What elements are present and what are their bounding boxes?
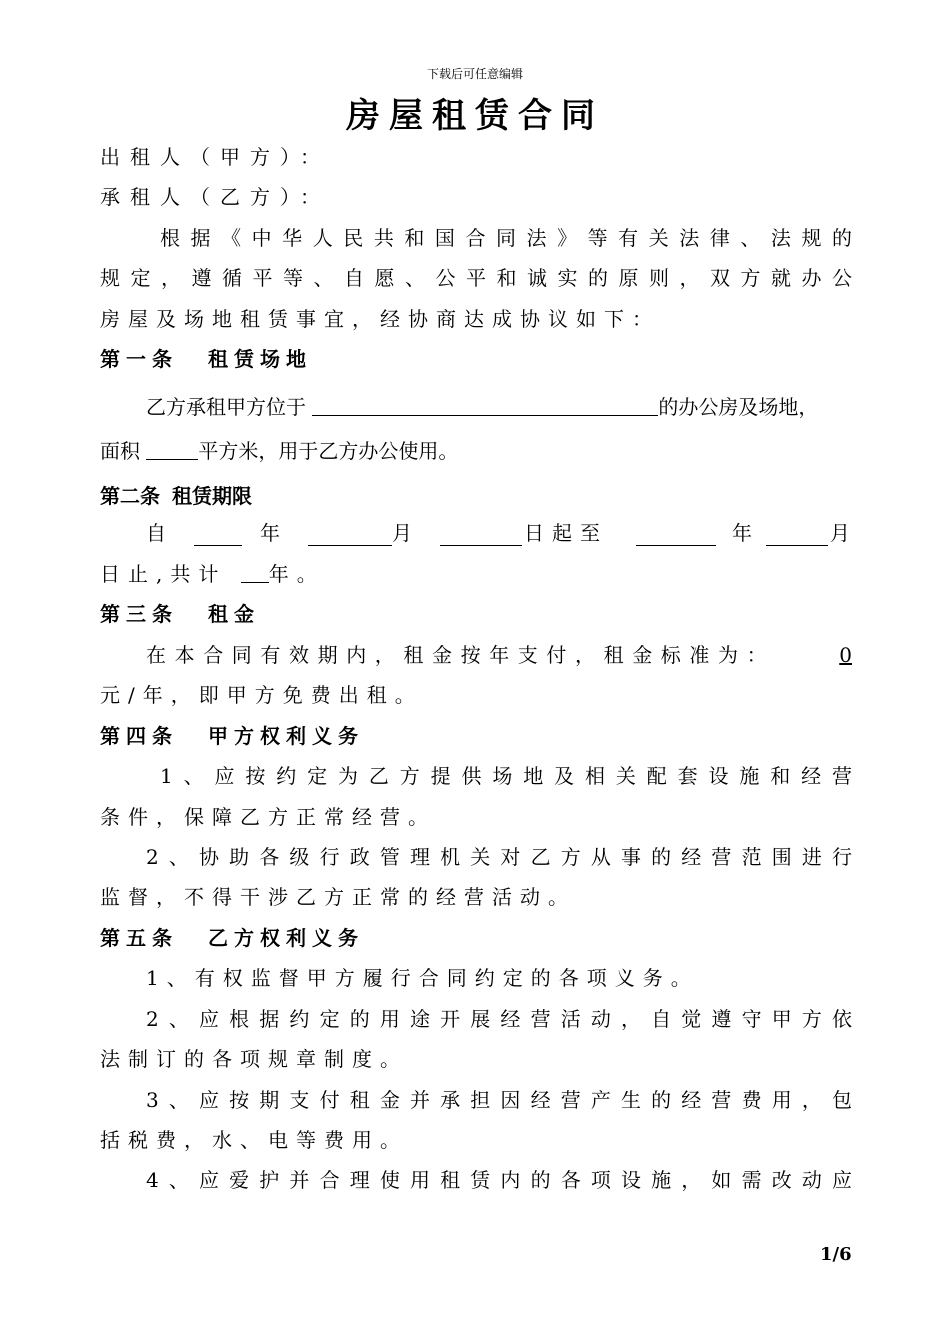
- article-1-heading: [100, 339, 852, 379]
- article-5-item-1: 1、有权监督甲方履行合同约定的各项义务。: [146, 966, 699, 990]
- article-4-item-1-line-1: 1、应按约定为乙方提供场地及相关配套设施和经营: [160, 764, 852, 788]
- article-4-number: 第四条: [100, 724, 178, 748]
- intro-line-2: 规定，遵循平等、自愿、公平和诚实的原则，双方就办公: [100, 266, 852, 290]
- article-2-line-1: 自 年 月 日起至 年 月: [146, 521, 850, 545]
- article-3-line-1: 在本合同有效期内，租金按年支付，租金标准为： 0: [146, 635, 852, 675]
- article-2-heading: [100, 476, 852, 516]
- article-4-item-1-line-2: 条件，保障乙方正常经营。: [100, 805, 436, 829]
- end-month-blank: [766, 521, 828, 546]
- article-4-heading: [100, 716, 852, 756]
- article-2-line-2: 日止,共计 年。: [100, 554, 852, 594]
- start-year-blank: [194, 521, 242, 546]
- article-3-line-2: 元/年，即甲方免费出租。: [100, 683, 423, 707]
- article-4-item-2-line-2: 监督，不得干涉乙方正常的经营活动。: [100, 885, 576, 909]
- article-4-item-2-line-1: 2、协助各级行政管理机关对乙方从事的经营范围进行: [146, 845, 852, 869]
- lessor-label: 出租人（甲方）：: [100, 145, 330, 169]
- area-blank: [146, 435, 198, 460]
- article-1-number: 第一条: [100, 347, 178, 371]
- document-title: 房屋租赁合同: [346, 96, 604, 136]
- article-1-title: 租赁场地: [208, 347, 312, 371]
- article-1-line-2: 面积 平方米，用于乙方办公使用。: [100, 431, 852, 471]
- intro-line-3: 房屋及场地租赁事宜，经协商达成协议如下：: [100, 307, 660, 331]
- article-3-heading: [100, 594, 852, 634]
- end-year-blank: [636, 521, 716, 546]
- article-4-title: 甲方权利义务: [208, 724, 364, 748]
- article-5-title: 乙方权利义务: [208, 926, 364, 950]
- article-2-title: 租赁期限: [172, 484, 252, 508]
- article-3-title: 租金: [208, 602, 260, 626]
- location-blank: [312, 391, 658, 416]
- article-5-number: 第五条: [100, 926, 178, 950]
- start-month-blank: [308, 521, 392, 546]
- article-2-number: 第二条: [100, 484, 160, 508]
- article-5-item-3-line-2: 括税费，水、电等费用。: [100, 1128, 408, 1152]
- total-years-blank: [241, 558, 269, 583]
- article-5-item-3-line-1: 3、应按期支付租金并承担因经营产生的经营费用，包: [146, 1088, 852, 1112]
- start-day-blank: [440, 521, 522, 546]
- lessee-label: 承租人（乙方）：: [100, 185, 330, 209]
- rent-value: 0: [839, 643, 852, 667]
- intro-line-1: 根据《中华人民共和国合同法》等有关法律、法规的: [160, 226, 852, 250]
- article-5-heading: [100, 918, 852, 958]
- article-5-item-4-line-1: 4、应爱护并合理使用租赁内的各项设施，如需改动应: [146, 1168, 852, 1192]
- article-1-line-1: 乙方承租甲方位于 的办公房及场地，: [146, 387, 852, 427]
- article-5-item-2-line-2: 法制订的各项规章制度。: [100, 1047, 408, 1071]
- page-number: 1/6: [820, 1244, 852, 1265]
- header-note: 下载后可任意编辑: [426, 67, 523, 81]
- article-3-number: 第三条: [100, 602, 178, 626]
- article-5-item-2-line-1: 2、应根据约定的用途开展经营活动，自觉遵守甲方依: [146, 1007, 852, 1031]
